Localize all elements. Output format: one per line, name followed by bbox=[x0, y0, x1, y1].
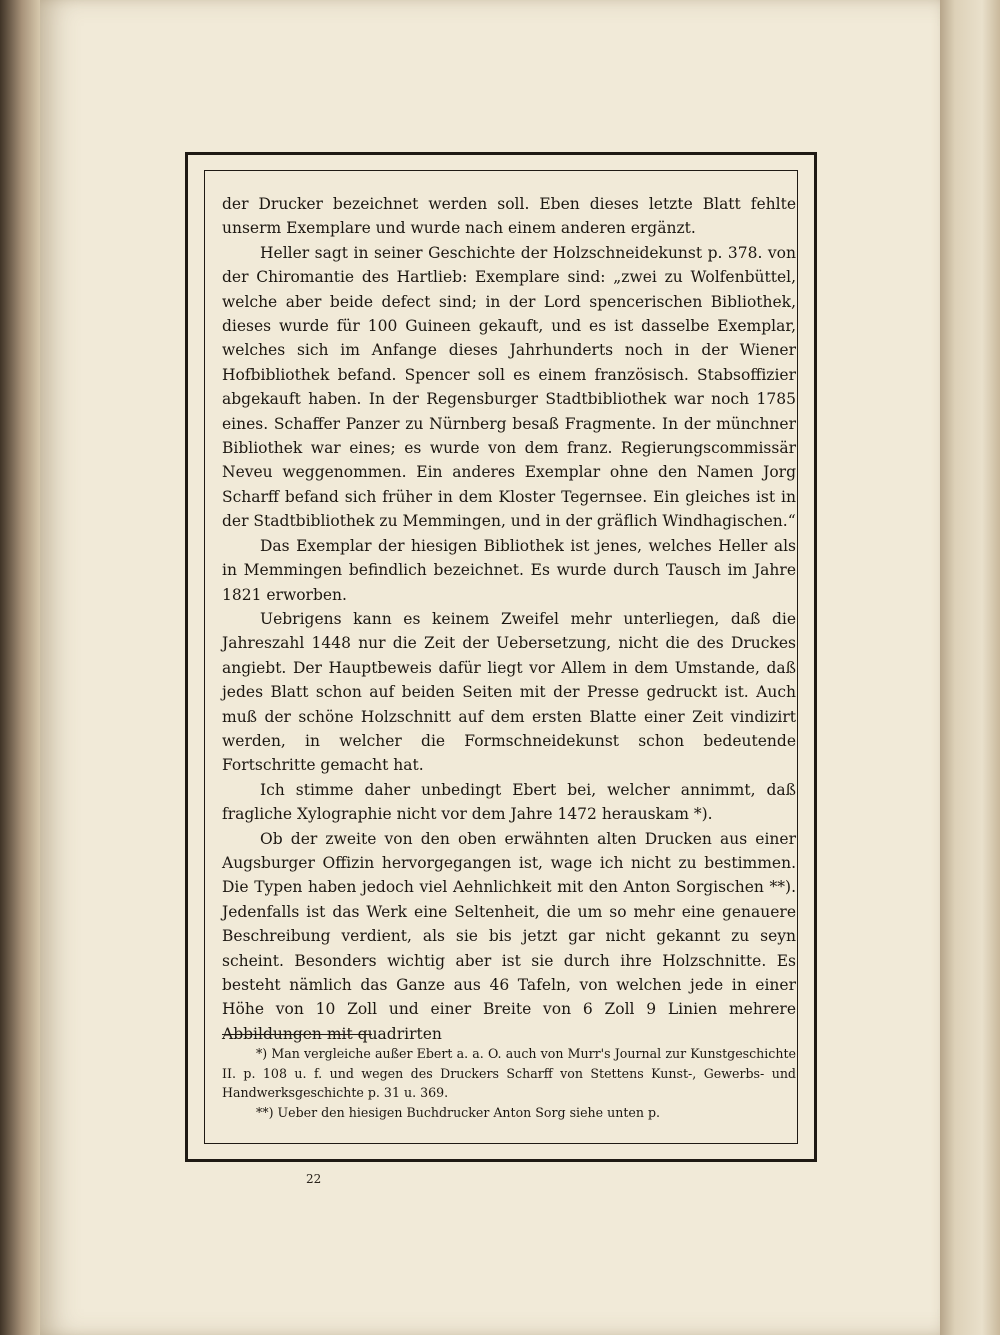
paragraph-5: Ich stimme daher unbedingt Ebert bei, welcher annimmt, daß fragliche Xylographie nicht vor dem Jahre 1472 herauskam *). bbox=[222, 780, 796, 824]
paragraph-2: Heller sagt in seiner Geschichte der Holzschneidekunst p. 378. von der Chiromantie des Hartlieb: Exemplare sind: „zwei zu Wolfenbüttel, welche aber beide defect sind; in der Lord spencerischen Bibliothek, dieses wurde für 100 Guineen gekauft, und es ist dasselbe Exemplar, welches sich im Anfange dieses Jahrhunderts noch in der Wiener Hofbibliothek befand. Spencer soll es einem französisch. Stabsoffizier abgekauft haben. In der Regensburger Stadtbibliothek war noch 1785 eines. Schaffer Panzer zu Nürnberg besaß Fragmente. In der münchner Bibliothek war eines; es wurde von dem franz. Regierungscommissär Neveu weggenommen. Ein anderes Exemplar ohne den Namen Jorg Scharff befand sich früher in dem Kloster Tegernsee. Ein gleiches ist in der Stadtbibliothek zu Memmingen, und in der gräflich Windhagischen.“ bbox=[222, 243, 796, 531]
page-number: 22 bbox=[306, 1172, 322, 1186]
paragraph-3: Das Exemplar der hiesigen Bibliothek ist jenes, welches Heller als in Memmingen befindlich bezeichnet. Es wurde durch Tausch im Jahre 1821 erworben. bbox=[222, 536, 796, 604]
footnote-1: *) Man vergleiche außer Ebert a. a. O. auch von Murr's Journal zur Kunstgeschichte II. p. 108 u. f. und wegen des Druckers Scharff von Stettens Kunst-, Gewerbs- und Handwerksgeschichte p. 31 u. 369. bbox=[222, 1046, 796, 1100]
main-text bbox=[222, 192, 796, 1046]
book-spine bbox=[0, 0, 40, 1335]
paragraph-6: Ob der zweite von den oben erwähnten alten Drucken aus einer Augsburger Offizin hervorgegangen ist, wage ich nicht zu bestimmen. Die Typen haben jedoch viel Aehnlichkeit mit den Anton Sorgischen **). Jedenfalls ist das Werk eine Seltenheit, die um so mehr eine genauere Beschreibung verdient, als sie bis jetzt gar nicht gekannt zu seyn scheint. Besonders wichtig aber ist sie durch ihre Holzschnitte. Es besteht nämlich das Ganze aus 46 Tafeln, von welchen jede in einer Höhe von 10 Zoll und einer Breite von 6 Zoll 9 Linien mehrere Abbildungen mit quadrirten bbox=[222, 829, 796, 1043]
facing-page-edge bbox=[940, 0, 1000, 1335]
footnote-2: **) Ueber den hiesigen Buchdrucker Anton Sorg siehe unten p. bbox=[256, 1104, 661, 1120]
footnote-rule bbox=[222, 1034, 372, 1035]
paragraph-4: Uebrigens kann es keinem Zweifel mehr unterliegen, daß die Jahreszahl 1448 nur die Zeit der Uebersetzung, nicht die des Druckes angiebt. Der Hauptbeweis dafür liegt vor Allem in dem Umstande, daß jedes Blatt schon auf beiden Seiten mit der Presse gedruckt ist. Auch muß der schöne Holzschnitt auf dem ersten Blatte einer Zeit vindizirt werden, in welcher die Formschneidekunst schon bedeutende Fortschritte gemacht hat. bbox=[222, 609, 796, 775]
footnotes bbox=[222, 1044, 796, 1122]
paragraph-1: der Drucker bezeichnet werden soll. Eben dieses letzte Blatt fehlte unserm Exemplare und wurde nach einem anderen ergänzt. bbox=[222, 195, 796, 238]
